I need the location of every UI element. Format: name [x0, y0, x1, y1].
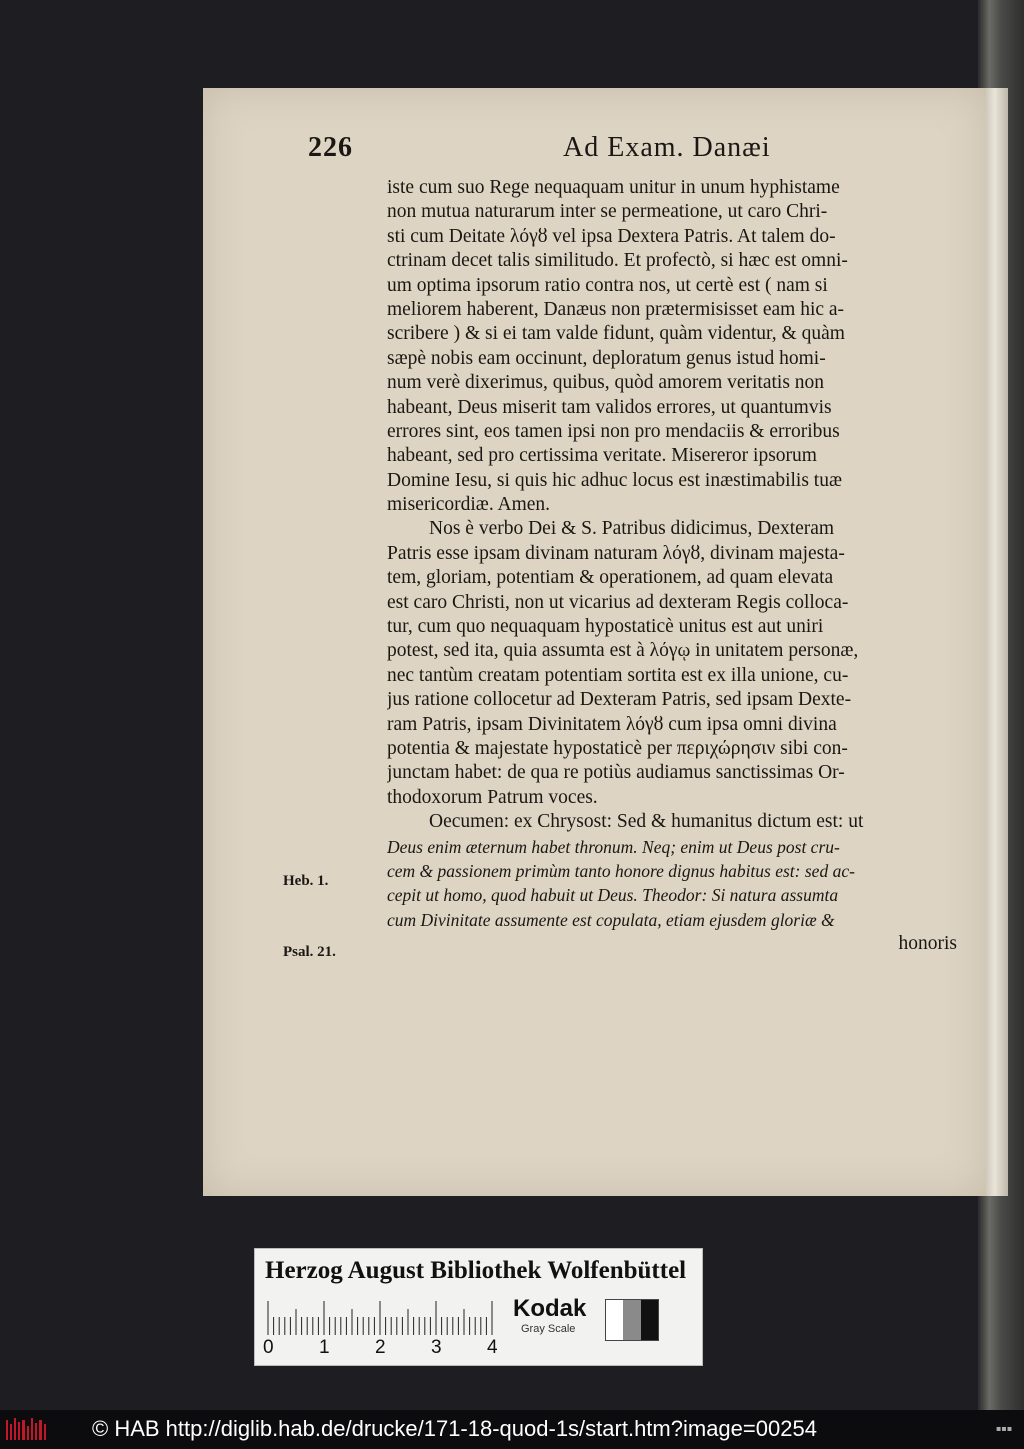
text-line: sti cum Deitate λόγȣ vel ipsa Dextera Patris. At talem do-	[387, 225, 836, 247]
margin-note-psal: Psal. 21.	[283, 944, 336, 960]
text-line: Nos è verbo Dei & S. Patribus didicimus, Dexteram	[429, 518, 835, 540]
book-page	[203, 88, 986, 1196]
copyright-url: © HAB http://diglib.hab.de/drucke/171-18-quod-1s/start.htm?image=00254	[92, 1416, 817, 1441]
hab-logo-icon	[6, 1418, 46, 1442]
text-line: Deus enim æternum habet thronum. Neq; enim ut Deus post cru-	[387, 836, 840, 857]
library-name: Herzog August Bibliothek Wolfenbüttel	[265, 1257, 687, 1284]
ruler-number: 2	[375, 1337, 386, 1358]
text-line: nec tantùm creatam potentiam sortita est ex illa unione, cu-	[387, 664, 849, 686]
text-line: habeant, sed pro certissima veritate. Misereror ipsorum	[387, 445, 817, 467]
ruler-number: 3	[431, 1337, 442, 1358]
color-calibration-card	[254, 1248, 703, 1366]
text-line: potentia & majestate hypostaticè per περιχώρησιν sibi con-	[387, 737, 848, 759]
margin-note-heb: Heb. 1.	[283, 873, 329, 889]
text-line: est caro Christi, non ut vicarius ad dexteram Regis colloca-	[387, 591, 849, 613]
text-line: iste cum suo Rege nequaquam unitur in unum hyphistame	[387, 177, 840, 198]
page-number: 226	[308, 132, 353, 163]
body-text	[387, 176, 957, 957]
page-edge	[986, 88, 1008, 1196]
text-line: habeant, Deus miserit tam validos errores, ut quantumvis	[387, 396, 832, 418]
text-line: ram Patris, ipsam Divinitatem λόγȣ cum ipsa omni divina	[387, 713, 837, 735]
gray-swatch	[605, 1299, 659, 1341]
page-header	[303, 132, 903, 172]
gray-scale-label: Gray Scale	[521, 1323, 576, 1335]
text-line: honoris	[898, 933, 957, 955]
text-line: ctrinam decet talis similitudo. Et profectò, si hæc est omni-	[387, 250, 848, 272]
text-line: misericordiæ. Amen.	[387, 494, 551, 516]
text-line: um optima ipsorum ratio contra nos, ut certè est ( nam si	[387, 274, 828, 296]
text-line: Oecumen: ex Chrysost: Sed & humanitus dictum est: ut	[429, 811, 864, 833]
text-line: non mutua naturarum inter se permeatione, ut caro Chri-	[387, 201, 828, 223]
text-line: junctam habet: de qua re potiùs audiamus sanctissimas Or-	[387, 762, 845, 784]
text-line: cem & passionem primùm tanto honore dignus habitus est: sed ac-	[387, 860, 855, 881]
text-line: potest, sed ita, quia assumta est à λόγῳ in unitatem personæ,	[387, 640, 859, 662]
text-line: sæpè nobis eam occinunt, deploratum genus istud homi-	[387, 347, 826, 369]
running-head: Ad Exam. Danæi	[563, 132, 771, 163]
text-line: num verè dixerimus, quibus, quòd amorem veritatis non	[387, 372, 825, 394]
ruler	[267, 1301, 495, 1335]
ruler-numbers	[263, 1337, 503, 1359]
text-line: cepit ut homo, quod habuit ut Deus. Theodor: Si natura assumta	[387, 885, 839, 906]
text-line: Patris esse ipsam divinam naturam λόγȣ, divinam majesta-	[387, 542, 845, 564]
text-line: scribere ) & si ei tam valde fidunt, quàm videntur, & quàm	[387, 323, 845, 345]
footer-bar	[0, 1410, 1024, 1449]
ruler-number: 4	[487, 1337, 498, 1358]
footer-mark: ▪▪▪	[996, 1424, 1013, 1433]
text-line: thodoxorum Patrum voces.	[387, 786, 598, 808]
text-line: cum Divinitate assumente est copulata, etiam ejusdem gloriæ &	[387, 909, 835, 930]
text-line: Domine Iesu, si quis hic adhuc locus est inæstimabilis tuæ	[387, 469, 842, 491]
ruler-number: 1	[319, 1337, 330, 1358]
kodak-logo: Kodak	[513, 1295, 587, 1322]
text-line: jus ratione collocetur ad Dexteram Patris, sed ipsam Dexte-	[387, 689, 852, 711]
text-line: meliorem haberent, Danæus non prætermisisset eam hic a-	[387, 298, 845, 320]
text-line: tur, cum quo nequaquam hypostaticè unitus est aut uniri	[387, 616, 824, 638]
text-line: errores sint, eos tamen ipsi non pro mendaciis & erroribus	[387, 420, 840, 442]
ruler-number: 0	[263, 1337, 274, 1358]
text-line: tem, gloriam, potentiam & operationem, ad quam elevata	[387, 567, 834, 589]
